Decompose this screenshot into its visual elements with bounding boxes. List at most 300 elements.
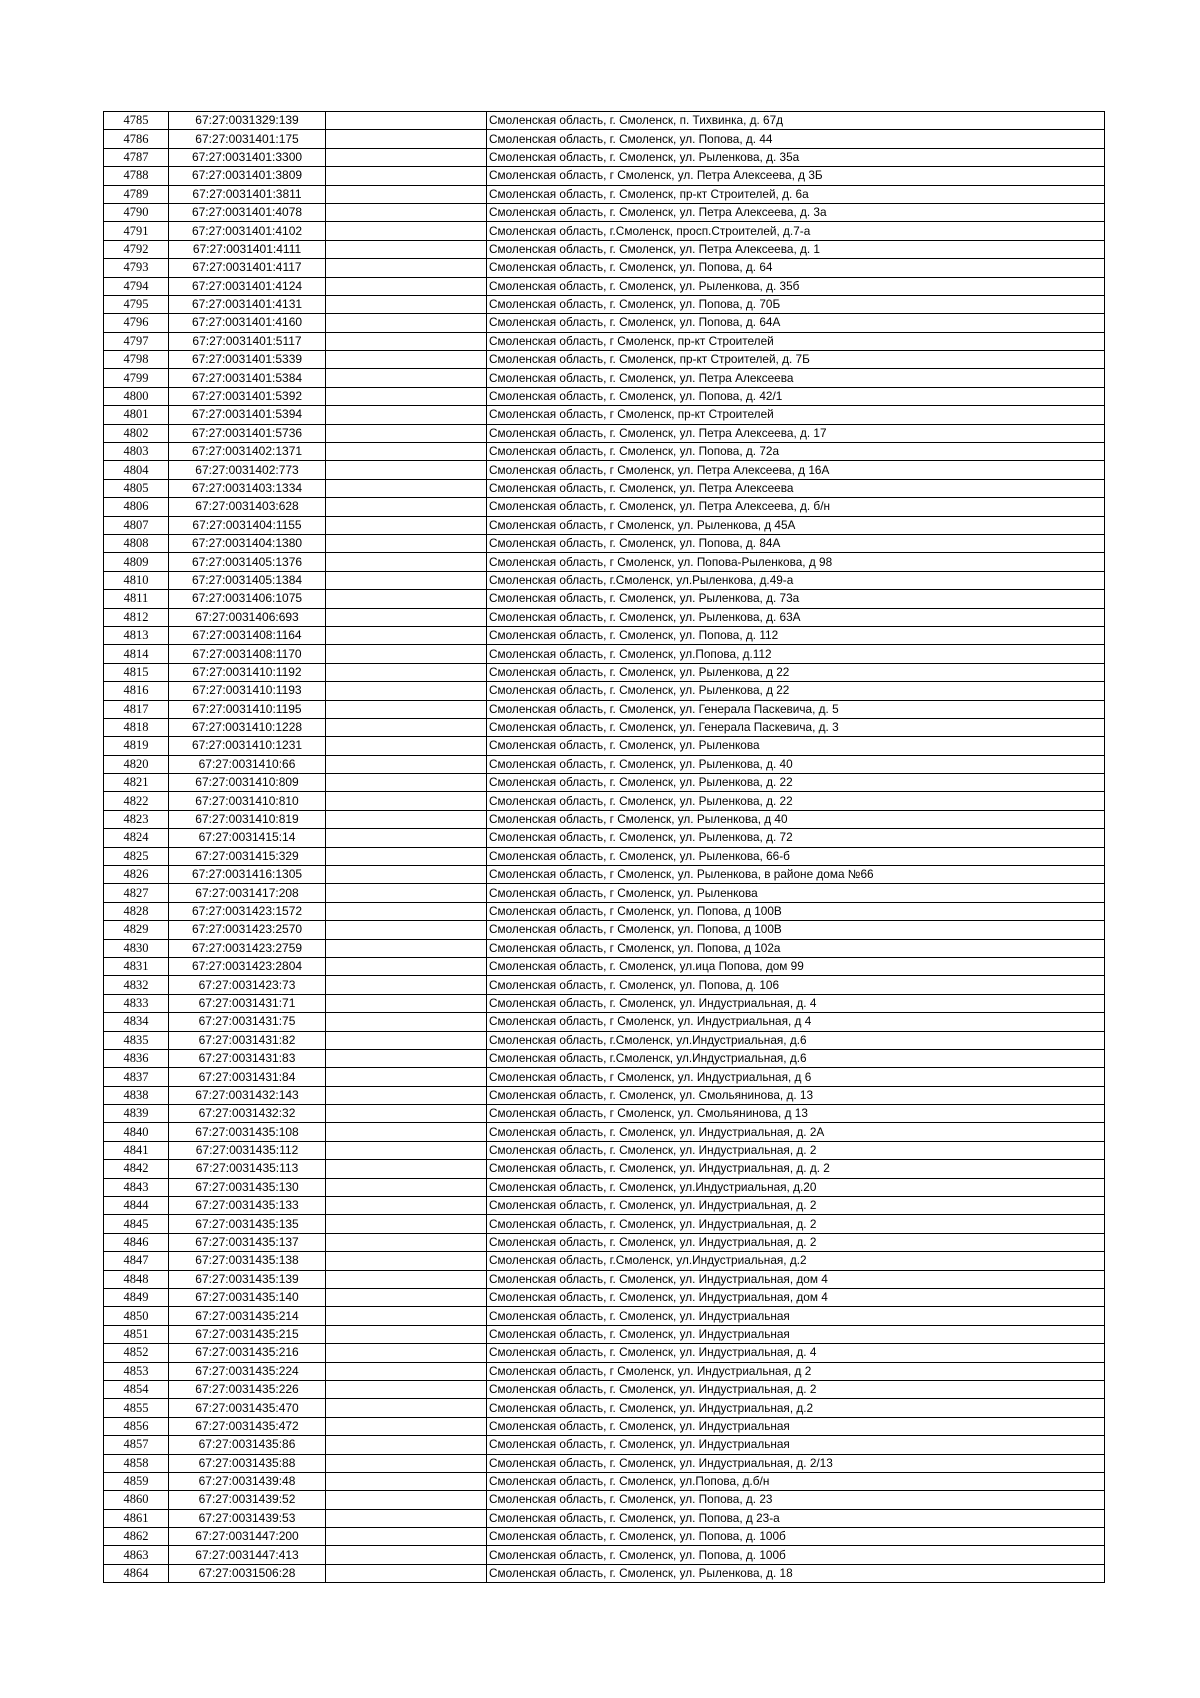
table-row	[104, 590, 1105, 608]
address: Смоленская область, г Смоленск, ул. Индустриальная, д 4	[487, 1013, 1105, 1031]
table-row	[104, 626, 1105, 644]
cadastral-number: 67:27:0031431:83	[169, 1049, 326, 1067]
empty-cell	[326, 369, 487, 387]
cadastral-number: 67:27:0031415:14	[169, 829, 326, 847]
empty-cell	[326, 516, 487, 534]
cadastral-number: 67:27:0031417:208	[169, 884, 326, 902]
address: Смоленская область, г. Смоленск, ул. Рыленкова, д. 18	[487, 1564, 1105, 1582]
row-number: 4834	[104, 1013, 169, 1031]
row-number: 4848	[104, 1270, 169, 1288]
table-row	[104, 976, 1105, 994]
address: Смоленская область, г. Смоленск, ул. Попова, д. 44	[487, 130, 1105, 148]
empty-cell	[326, 774, 487, 792]
address: Смоленская область, г. Смоленск, пр-кт Строителей, д. 7Б	[487, 351, 1105, 369]
row-number: 4806	[104, 498, 169, 516]
row-number: 4838	[104, 1086, 169, 1104]
empty-cell	[326, 1105, 487, 1123]
empty-cell	[326, 921, 487, 939]
cadastral-number: 67:27:0031416:1305	[169, 866, 326, 884]
cadastral-number: 67:27:0031403:628	[169, 498, 326, 516]
address: Смоленская область, г. Смоленск, ул. Рыленкова, д. 22	[487, 792, 1105, 810]
address: Смоленская область, г. Смоленск, ул. Попова, д 23-а	[487, 1509, 1105, 1527]
table-row	[104, 1399, 1105, 1417]
table-row	[104, 939, 1105, 957]
address: Смоленская область, г. Смоленск, ул. Рыленкова, д 22	[487, 663, 1105, 681]
table-row	[104, 1436, 1105, 1454]
address: Смоленская область, г. Смоленск, ул. Попова, д. 84А	[487, 534, 1105, 552]
row-number: 4860	[104, 1491, 169, 1509]
address: Смоленская область, г. Смоленск, ул. Петра Алексеева, д. 1	[487, 240, 1105, 258]
empty-cell	[326, 957, 487, 975]
address: Смоленская область, г. Смоленск, ул. Попова, д. 64А	[487, 314, 1105, 332]
cadastral-number: 67:27:0031432:32	[169, 1105, 326, 1123]
cadastral-number: 67:27:0031439:48	[169, 1472, 326, 1490]
address: Смоленская область, г Смоленск, ул. Рыленкова, д 40	[487, 810, 1105, 828]
table-row	[104, 516, 1105, 534]
cadastral-number: 67:27:0031401:3811	[169, 185, 326, 203]
table-row	[104, 1491, 1105, 1509]
table-row	[104, 498, 1105, 516]
address: Смоленская область, г. Смоленск, ул. Индустриальная, д. д. 2	[487, 1160, 1105, 1178]
empty-cell	[326, 1399, 487, 1417]
row-number: 4824	[104, 829, 169, 847]
table-row	[104, 718, 1105, 736]
address: Смоленская область, г. Смоленск, ул. Индустриальная	[487, 1417, 1105, 1435]
row-number: 4821	[104, 774, 169, 792]
empty-cell	[326, 167, 487, 185]
cadastral-number: 67:27:0031435:133	[169, 1197, 326, 1215]
table-row	[104, 1178, 1105, 1196]
address: Смоленская область, г Смоленск, ул. Попова, д 102а	[487, 939, 1105, 957]
address: Смоленская область, г Смоленск, ул. Рыленкова, д 45А	[487, 516, 1105, 534]
row-number: 4857	[104, 1436, 169, 1454]
row-number: 4845	[104, 1215, 169, 1233]
row-number: 4850	[104, 1307, 169, 1325]
row-number: 4800	[104, 387, 169, 405]
table-row	[104, 682, 1105, 700]
address: Смоленская область, г. Смоленск, ул. Рыленкова, д 22	[487, 682, 1105, 700]
cadastral-number: 67:27:0031401:5339	[169, 351, 326, 369]
cadastral-number: 67:27:0031401:3300	[169, 148, 326, 166]
address: Смоленская область, г. Смоленск, ул. Петра Алексеева, д. 17	[487, 424, 1105, 442]
empty-cell	[326, 534, 487, 552]
row-number: 4786	[104, 130, 169, 148]
table-row	[104, 1233, 1105, 1251]
address: Смоленская область, г. Смоленск, ул. Рыленкова, д. 35а	[487, 148, 1105, 166]
empty-cell	[326, 1178, 487, 1196]
address: Смоленская область, г. Смоленск, ул. Попова, д. 100б	[487, 1546, 1105, 1564]
table-row	[104, 1105, 1105, 1123]
empty-cell	[326, 829, 487, 847]
address: Смоленская область, г.Смоленск, ул.Индустриальная, д.6	[487, 1031, 1105, 1049]
address: Смоленская область, г. Смоленск, ул. Попова, д. 64	[487, 259, 1105, 277]
table-row	[104, 167, 1105, 185]
empty-cell	[326, 1417, 487, 1435]
empty-cell	[326, 406, 487, 424]
address: Смоленская область, г. Смоленск, ул. Индустриальная	[487, 1307, 1105, 1325]
row-number: 4854	[104, 1380, 169, 1398]
table-row	[104, 332, 1105, 350]
row-number: 4801	[104, 406, 169, 424]
cadastral-number: 67:27:0031423:73	[169, 976, 326, 994]
address: Смоленская область, г. Смоленск, ул. Попова, д. 72а	[487, 443, 1105, 461]
address: Смоленская область, г Смоленск, ул. Рыленкова, в районе дома №66	[487, 866, 1105, 884]
cadastral-number: 67:27:0031431:82	[169, 1031, 326, 1049]
empty-cell	[326, 1252, 487, 1270]
cadastral-number: 67:27:0031403:1334	[169, 479, 326, 497]
cadastral-number: 67:27:0031408:1164	[169, 626, 326, 644]
address: Смоленская область, г. Смоленск, ул.ица Попова, дом 99	[487, 957, 1105, 975]
address: Смоленская область, г. Смоленск, ул. Петра Алексеева, д. б/н	[487, 498, 1105, 516]
empty-cell	[326, 810, 487, 828]
cadastral-number: 67:27:0031435:224	[169, 1362, 326, 1380]
cadastral-number: 67:27:0031423:1572	[169, 902, 326, 920]
table-row	[104, 884, 1105, 902]
table-row	[104, 130, 1105, 148]
cadastral-number: 67:27:0031435:216	[169, 1344, 326, 1362]
cadastral-number: 67:27:0031435:214	[169, 1307, 326, 1325]
empty-cell	[326, 148, 487, 166]
address: Смоленская область, г. Смоленск, ул. Индустриальная, д. 2	[487, 1141, 1105, 1159]
table-row	[104, 810, 1105, 828]
empty-cell	[326, 185, 487, 203]
table-row	[104, 240, 1105, 258]
address: Смоленская область, г. Смоленск, ул. Индустриальная, дом 4	[487, 1270, 1105, 1288]
address: Смоленская область, г.Смоленск, ул.Индустриальная, д.2	[487, 1252, 1105, 1270]
row-number: 4807	[104, 516, 169, 534]
row-number: 4825	[104, 847, 169, 865]
empty-cell	[326, 1454, 487, 1472]
address: Смоленская область, г Смоленск, ул. Смольянинова, д 13	[487, 1105, 1105, 1123]
empty-cell	[326, 461, 487, 479]
address: Смоленская область, г. Смоленск, ул. Попова, д. 23	[487, 1491, 1105, 1509]
row-number: 4841	[104, 1141, 169, 1159]
table-row	[104, 553, 1105, 571]
address: Смоленская область, г.Смоленск, просп.Строителей, д.7-а	[487, 222, 1105, 240]
registry-table-body	[104, 112, 1105, 1583]
row-number: 4809	[104, 553, 169, 571]
row-number: 4796	[104, 314, 169, 332]
cadastral-number: 67:27:0031447:200	[169, 1528, 326, 1546]
address: Смоленская область, г. Смоленск, ул. Смольянинова, д. 13	[487, 1086, 1105, 1104]
empty-cell	[326, 1564, 487, 1582]
row-number: 4811	[104, 590, 169, 608]
row-number: 4851	[104, 1325, 169, 1343]
row-number: 4826	[104, 866, 169, 884]
row-number: 4822	[104, 792, 169, 810]
empty-cell	[326, 902, 487, 920]
cadastral-number: 67:27:0031423:2804	[169, 957, 326, 975]
empty-cell	[326, 1160, 487, 1178]
row-number: 4861	[104, 1509, 169, 1527]
row-number: 4849	[104, 1289, 169, 1307]
address: Смоленская область, г. Смоленск, ул. Индустриальная	[487, 1325, 1105, 1343]
address: Смоленская область, г.Смоленск, ул.Индустриальная, д.6	[487, 1049, 1105, 1067]
address: Смоленская область, г. Смоленск, пр-кт Строителей, д. 6а	[487, 185, 1105, 203]
address: Смоленская область, г. Смоленск, ул.Попова, д.б/н	[487, 1472, 1105, 1490]
row-number: 4812	[104, 608, 169, 626]
cadastral-number: 67:27:0031435:137	[169, 1233, 326, 1251]
address: Смоленская область, г. Смоленск, ул.Индустриальная, д.20	[487, 1178, 1105, 1196]
empty-cell	[326, 884, 487, 902]
address: Смоленская область, г. Смоленск, ул. Попова, д. 100б	[487, 1528, 1105, 1546]
cadastral-number: 67:27:0031435:472	[169, 1417, 326, 1435]
cadastral-number: 67:27:0031431:71	[169, 994, 326, 1012]
cadastral-number: 67:27:0031408:1170	[169, 645, 326, 663]
address: Смоленская область, г. Смоленск, ул. Индустриальная, дом 4	[487, 1289, 1105, 1307]
row-number: 4803	[104, 443, 169, 461]
row-number: 4790	[104, 203, 169, 221]
empty-cell	[326, 1086, 487, 1104]
table-row	[104, 148, 1105, 166]
address: Смоленская область, г. Смоленск, ул. Индустриальная, д. 2	[487, 1380, 1105, 1398]
cadastral-number: 67:27:0031405:1384	[169, 571, 326, 589]
table-row	[104, 1509, 1105, 1527]
row-number: 4799	[104, 369, 169, 387]
empty-cell	[326, 443, 487, 461]
row-number: 4856	[104, 1417, 169, 1435]
cadastral-number: 67:27:0031402:773	[169, 461, 326, 479]
row-number: 4855	[104, 1399, 169, 1417]
address: Смоленская область, г Смоленск, ул. Попова, д 100В	[487, 902, 1105, 920]
row-number: 4814	[104, 645, 169, 663]
table-row	[104, 829, 1105, 847]
address: Смоленская область, г. Смоленск, ул. Индустриальная, д. 2	[487, 1215, 1105, 1233]
empty-cell	[326, 608, 487, 626]
row-number: 4797	[104, 332, 169, 350]
table-row	[104, 277, 1105, 295]
row-number: 4820	[104, 755, 169, 773]
cadastral-number: 67:27:0031410:1192	[169, 663, 326, 681]
row-number: 4862	[104, 1528, 169, 1546]
empty-cell	[326, 590, 487, 608]
row-number: 4793	[104, 259, 169, 277]
empty-cell	[326, 259, 487, 277]
empty-cell	[326, 792, 487, 810]
table-row	[104, 1472, 1105, 1490]
row-number: 4830	[104, 939, 169, 957]
address: Смоленская область, г. Смоленск, ул.Попова, д.112	[487, 645, 1105, 663]
address: Смоленская область, г. Смоленск, ул. Рыленкова, д. 63А	[487, 608, 1105, 626]
cadastral-number: 67:27:0031401:5117	[169, 332, 326, 350]
empty-cell	[326, 314, 487, 332]
address: Смоленская область, г Смоленск, пр-кт Строителей	[487, 332, 1105, 350]
empty-cell	[326, 1233, 487, 1251]
cadastral-number: 67:27:0031435:140	[169, 1289, 326, 1307]
empty-cell	[326, 1509, 487, 1527]
cadastral-number: 67:27:0031435:215	[169, 1325, 326, 1343]
table-row	[104, 571, 1105, 589]
row-number: 4805	[104, 479, 169, 497]
cadastral-number: 67:27:0031423:2570	[169, 921, 326, 939]
row-number: 4817	[104, 700, 169, 718]
empty-cell	[326, 737, 487, 755]
table-row	[104, 1068, 1105, 1086]
cadastral-number: 67:27:0031439:52	[169, 1491, 326, 1509]
empty-cell	[326, 866, 487, 884]
address: Смоленская область, г. Смоленск, ул. Индустриальная, д. 2	[487, 1197, 1105, 1215]
cadastral-number: 67:27:0031435:135	[169, 1215, 326, 1233]
cadastral-number: 67:27:0031431:75	[169, 1013, 326, 1031]
address: Смоленская область, г. Смоленск, ул. Попова, д. 42/1	[487, 387, 1105, 405]
row-number: 4835	[104, 1031, 169, 1049]
table-row	[104, 479, 1105, 497]
cadastral-number: 67:27:0031402:1371	[169, 443, 326, 461]
address: Смоленская область, г. Смоленск, ул. Петра Алексеева	[487, 369, 1105, 387]
cadastral-number: 67:27:0031401:3809	[169, 167, 326, 185]
empty-cell	[326, 479, 487, 497]
empty-cell	[326, 240, 487, 258]
cadastral-number: 67:27:0031410:1231	[169, 737, 326, 755]
table-row	[104, 866, 1105, 884]
empty-cell	[326, 277, 487, 295]
table-row	[104, 608, 1105, 626]
cadastral-number: 67:27:0031435:108	[169, 1123, 326, 1141]
cadastral-number: 67:27:0031431:84	[169, 1068, 326, 1086]
registry-table	[103, 111, 1105, 1583]
empty-cell	[326, 1141, 487, 1159]
empty-cell	[326, 1123, 487, 1141]
row-number: 4789	[104, 185, 169, 203]
address: Смоленская область, г Смоленск, ул. Индустриальная, д 2	[487, 1362, 1105, 1380]
cadastral-number: 67:27:0031401:5736	[169, 424, 326, 442]
cadastral-number: 67:27:0031401:4160	[169, 314, 326, 332]
table-row	[104, 663, 1105, 681]
row-number: 4832	[104, 976, 169, 994]
table-row	[104, 1307, 1105, 1325]
cadastral-number: 67:27:0031435:470	[169, 1399, 326, 1417]
cadastral-number: 67:27:0031401:4111	[169, 240, 326, 258]
address: Смоленская область, г. Смоленск, ул. Петра Алексеева	[487, 479, 1105, 497]
table-row	[104, 1141, 1105, 1159]
address: Смоленская область, г Смоленск, ул. Попова-Рыленкова, д 98	[487, 553, 1105, 571]
empty-cell	[326, 222, 487, 240]
address: Смоленская область, г. Смоленск, ул. Индустриальная, д. 2/13	[487, 1454, 1105, 1472]
empty-cell	[326, 130, 487, 148]
address: Смоленская область, г. Смоленск, ул. Индустриальная, д. 2	[487, 1233, 1105, 1251]
cadastral-number: 67:27:0031435:88	[169, 1454, 326, 1472]
cadastral-number: 67:27:0031423:2759	[169, 939, 326, 957]
empty-cell	[326, 1031, 487, 1049]
cadastral-number: 67:27:0031404:1155	[169, 516, 326, 534]
row-number: 4831	[104, 957, 169, 975]
row-number: 4795	[104, 295, 169, 313]
row-number: 4839	[104, 1105, 169, 1123]
table-row	[104, 406, 1105, 424]
table-row	[104, 1031, 1105, 1049]
cadastral-number: 67:27:0031439:53	[169, 1509, 326, 1527]
row-number: 4828	[104, 902, 169, 920]
address: Смоленская область, г Смоленск, ул. Петра Алексеева, д 3Б	[487, 167, 1105, 185]
row-number: 4802	[104, 424, 169, 442]
cadastral-number: 67:27:0031435:138	[169, 1252, 326, 1270]
row-number: 4816	[104, 682, 169, 700]
table-row	[104, 185, 1105, 203]
address: Смоленская область, г. Смоленск, ул. Рыленкова, д. 40	[487, 755, 1105, 773]
cadastral-number: 67:27:0031410:1195	[169, 700, 326, 718]
cadastral-number: 67:27:0031410:1228	[169, 718, 326, 736]
empty-cell	[326, 1472, 487, 1490]
row-number: 4837	[104, 1068, 169, 1086]
row-number: 4840	[104, 1123, 169, 1141]
address: Смоленская область, г. Смоленск, ул. Рыленкова, д. 72	[487, 829, 1105, 847]
cadastral-number: 67:27:0031447:413	[169, 1546, 326, 1564]
empty-cell	[326, 1546, 487, 1564]
table-row	[104, 203, 1105, 221]
row-number: 4833	[104, 994, 169, 1012]
row-number: 4853	[104, 1362, 169, 1380]
empty-cell	[326, 663, 487, 681]
address: Смоленская область, г Смоленск, ул. Петра Алексеева, д 16А	[487, 461, 1105, 479]
cadastral-number: 67:27:0031410:66	[169, 755, 326, 773]
empty-cell	[326, 976, 487, 994]
row-number: 4788	[104, 167, 169, 185]
cadastral-number: 67:27:0031435:112	[169, 1141, 326, 1159]
address: Смоленская область, г. Смоленск, ул. Генерала Паскевича, д. 3	[487, 718, 1105, 736]
empty-cell	[326, 1270, 487, 1288]
row-number: 4847	[104, 1252, 169, 1270]
empty-cell	[326, 1013, 487, 1031]
table-row	[104, 994, 1105, 1012]
empty-cell	[326, 1289, 487, 1307]
table-row	[104, 295, 1105, 313]
cadastral-number: 67:27:0031401:5384	[169, 369, 326, 387]
address: Смоленская область, г. Смоленск, ул. Индустриальная, д. 4	[487, 994, 1105, 1012]
address: Смоленская область, г. Смоленск, ул. Генерала Паскевича, д. 5	[487, 700, 1105, 718]
table-row	[104, 1215, 1105, 1233]
empty-cell	[326, 112, 487, 130]
empty-cell	[326, 1049, 487, 1067]
empty-cell	[326, 700, 487, 718]
empty-cell	[326, 718, 487, 736]
empty-cell	[326, 424, 487, 442]
cadastral-number: 67:27:0031401:4078	[169, 203, 326, 221]
table-row	[104, 1454, 1105, 1472]
table-row	[104, 1013, 1105, 1031]
row-number: 4794	[104, 277, 169, 295]
address: Смоленская область, г. Смоленск, ул. Индустриальная, д. 2А	[487, 1123, 1105, 1141]
table-row	[104, 1049, 1105, 1067]
row-number: 4818	[104, 718, 169, 736]
cadastral-number: 67:27:0031401:5392	[169, 387, 326, 405]
address: Смоленская область, г Смоленск, ул. Попова, д 100В	[487, 921, 1105, 939]
table-row	[104, 1417, 1105, 1435]
cadastral-number: 67:27:0031401:4131	[169, 295, 326, 313]
cadastral-number: 67:27:0031406:693	[169, 608, 326, 626]
table-row	[104, 1160, 1105, 1178]
address: Смоленская область, г Смоленск, ул. Индустриальная, д 6	[487, 1068, 1105, 1086]
cadastral-number: 67:27:0031401:175	[169, 130, 326, 148]
empty-cell	[326, 1325, 487, 1343]
empty-cell	[326, 295, 487, 313]
cadastral-number: 67:27:0031405:1376	[169, 553, 326, 571]
table-row	[104, 534, 1105, 552]
empty-cell	[326, 847, 487, 865]
cadastral-number: 67:27:0031401:4124	[169, 277, 326, 295]
row-number: 4798	[104, 351, 169, 369]
table-row	[104, 755, 1105, 773]
row-number: 4844	[104, 1197, 169, 1215]
table-row	[104, 921, 1105, 939]
table-row	[104, 774, 1105, 792]
cadastral-number: 67:27:0031410:810	[169, 792, 326, 810]
address: Смоленская область, г. Смоленск, ул. Петра Алексеева, д. 3а	[487, 203, 1105, 221]
row-number: 4829	[104, 921, 169, 939]
table-row	[104, 1528, 1105, 1546]
cadastral-number: 67:27:0031410:809	[169, 774, 326, 792]
table-row	[104, 443, 1105, 461]
row-number: 4823	[104, 810, 169, 828]
